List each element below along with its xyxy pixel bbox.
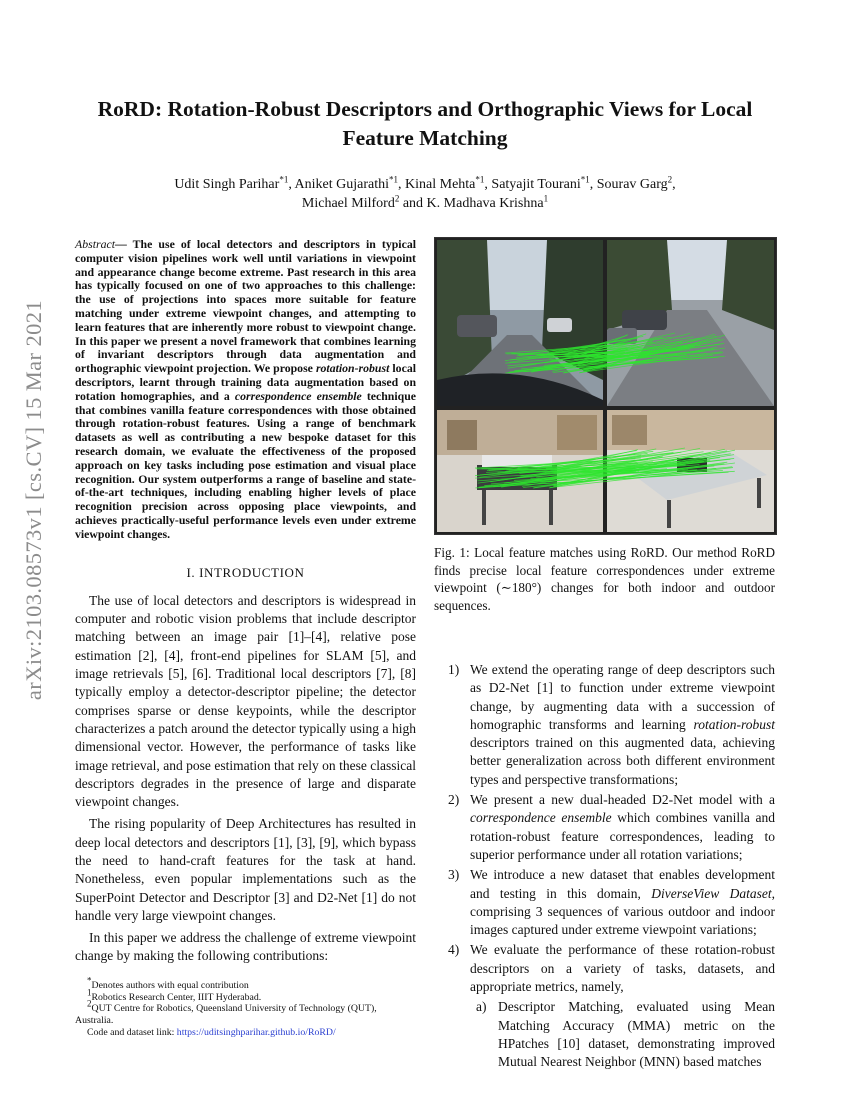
contribution-text: which combines vanilla and rotation-robust feature correspondences, leading to superior performance under all rotation variations; bbox=[470, 810, 775, 862]
code-link[interactable]: https://uditsinghparihar.github.io/RoRD/ bbox=[176, 1026, 336, 1038]
author-affiliation-mark: *1 bbox=[475, 174, 485, 185]
subitem-text: Descriptor Matching, evaluated using Mean Matching Accuracy (MMA) metric on the HPatches [10] dataset, demonstrating improved Mutual Nearest Neighbor (MNN) based matches bbox=[498, 999, 775, 1070]
author-name: Udit Singh Parihar bbox=[174, 177, 280, 192]
footnote-code: Code and dataset link: https://uditsinghparihar.github.io/RoRD/ bbox=[87, 1026, 336, 1038]
section-heading-introduction: I. INTRODUCTION bbox=[186, 564, 305, 580]
contribution-item bbox=[434, 661, 775, 789]
subitem-list bbox=[434, 998, 775, 1071]
abstract-text: — The use of local detectors and descriptors in typical computer vision pipelines work well until variations in viewpoint and appearance change become extreme. Past research in this area has typically focused on one of two approaches to this challenge: the use of projections into spaces more suitable for feature matching under extreme viewpoint changes, and attempting to learn features that are inherently more robust to viewpoint change. In this paper we present a novel framework that combines learning of invariant descriptors through data augmentation and orthographic viewpoint projection. We propose bbox=[75, 237, 416, 376]
abstract-text: local descriptors, learnt through training data augmentation based on rotation homographies, and a bbox=[75, 361, 416, 403]
contribution-text: , comprising 3 sequences of various outdoor and indoor images captured under extreme viewpoint variations; bbox=[470, 885, 775, 938]
abstract-text: technique that combines vanilla feature correspondences with those obtained through rotation-robust features. Using a range of benchmark datasets as well as contributing a new bespoke dataset for this research domain, we evaluate the effectiveness of the proposed approach on key tasks including pose estimation and visual place recognition. Our system outperforms a range of baseline and state-of-the-art techniques, including enabling higher levels of place recognition precision across opposing place viewpoints, and achieves practically-useful performance levels even under extreme viewpoint changes. bbox=[75, 388, 416, 541]
author-list: Udit Singh Parihar$^{*1}$, Aniket Gujarathi$^{*1}$, Kinal Mehta$^{*1}$, Satyajit Tourani$^{*1}$, Sourav Garg$^2$, Michael Milford$^2$ and K. Madhava Krishna$^1$ bbox=[174, 174, 676, 211]
contribution-emphasis: correspondence ensemble bbox=[470, 810, 612, 826]
author-affiliation-mark: 2 bbox=[394, 193, 400, 204]
contribution-text: We evaluate the performance of these rotation-robust descriptors on a variety of tasks, datasets, and appropriate metrics, namely, bbox=[470, 942, 775, 995]
footnote-affiliation-2: $^2$QUT Centre for Robotics, Queensland University of Technology (QUT), Australia. bbox=[75, 999, 377, 1027]
author-affiliation-mark: 1 bbox=[543, 193, 549, 204]
contribution-text: We extend the operating range of deep descriptors such as D2-Net [1] to function under extreme viewpoint change, by augmenting data with a succession of homographic transforms and learning bbox=[470, 662, 775, 732]
author-affiliation-mark: *1 bbox=[389, 174, 399, 185]
abstract-emphasis: rotation-robust bbox=[315, 361, 390, 376]
subitem-number: a) bbox=[476, 999, 487, 1015]
intro-paragraph-1: The use of local detectors and descriptors is widespread in computer and robotic vision problems that include descriptor matching between an image pair [1]–[4], relative pose estimation [2], [4], front-end pipelines for SLAM [5], and image retrievals [5], [6]. Traditional local descriptors [7], [8] typically employ a detector-descriptor pipeline; the detector comprises sparse or dense keypoints, while the descriptor characterizes a patch around the detector typically using a high dimensional vector. However, the performance of tasks like image retrieval, and pose estimation that rely on these classical descriptors degrades in the presence of large and disparate viewpoint changes. bbox=[75, 592, 416, 810]
contribution-number: 4) bbox=[448, 942, 460, 958]
left-column bbox=[75, 238, 416, 1039]
arxiv-identifier bbox=[14, 290, 54, 710]
author-name: Aniket Gujarathi bbox=[294, 177, 390, 192]
author-affiliation-mark: *1 bbox=[279, 174, 289, 185]
contribution-text: We present a new dual-headed D2-Net model with a bbox=[470, 792, 775, 808]
author-name: Michael Milford bbox=[301, 196, 395, 211]
author-name: K. Madhava Krishna bbox=[426, 196, 544, 211]
contribution-text: We introduce a new dataset that enables development and testing in this domain, bbox=[470, 867, 775, 901]
author-name: Kinal Mehta bbox=[405, 177, 476, 192]
abstract bbox=[75, 238, 416, 542]
arxiv-id-text: arXiv:2103.08573v1 [cs.CV] 15 Mar 2021 bbox=[21, 299, 46, 701]
footnote-equal: *Denotes authors with equal contribution bbox=[87, 975, 249, 991]
contribution-item bbox=[434, 941, 775, 996]
contribution-list bbox=[434, 661, 775, 996]
footnote-affiliation-1: $^1$Robotics Research Center, IIIT Hyderabad. bbox=[87, 987, 262, 1003]
intro-paragraph-2: The rising popularity of Deep Architectures has resulted in deep local detectors and descriptors [1], [3], [9], which bypass the need to hand-craft features for the task at hand. Nonetheless, even popular implementations such as the SuperPoint Detector and Descriptor [3] and D2-Net [1] do not handle very large viewpoint changes. bbox=[75, 816, 416, 923]
figure-1 bbox=[434, 237, 777, 535]
contribution-text: descriptors trained on this augmented data, achieving better generalization across both different environment types and perspective transformations; bbox=[470, 735, 775, 787]
contribution-number: 1) bbox=[448, 662, 460, 677]
figure-caption: Fig. 1: Local feature matches using RoRD. Our method RoRD finds precise local feature correspondences under extreme viewpoint (∼180°) changes for both indoor and outdoor sequences. bbox=[434, 545, 775, 613]
paper-title: RoRD: Rotation-Robust Descriptors and Orthographic Views for Local Feature Matching bbox=[97, 97, 753, 150]
feature-match-lines bbox=[435, 238, 776, 534]
subitem bbox=[434, 998, 775, 1071]
contribution-number: 3) bbox=[448, 867, 460, 883]
right-column bbox=[434, 237, 775, 1072]
author-name: Satyajit Tourani bbox=[491, 177, 581, 192]
author-affiliation-mark: 2 bbox=[667, 174, 673, 185]
footnotes bbox=[75, 975, 416, 1039]
intro-paragraph-3: In this paper we address the challenge of extreme viewpoint change by making the following contributions: bbox=[75, 930, 416, 964]
contribution-emphasis: DiverseView Dataset bbox=[651, 885, 772, 901]
abstract-label: Abstract bbox=[75, 237, 115, 251]
author-name: Sourav Garg bbox=[596, 177, 668, 192]
contribution-item bbox=[434, 866, 775, 939]
abstract-emphasis: correspondence ensemble bbox=[234, 388, 362, 403]
contribution-item bbox=[434, 791, 775, 864]
author-affiliation-mark: *1 bbox=[580, 174, 590, 185]
contribution-number: 2) bbox=[448, 792, 460, 808]
contribution-emphasis: rotation-robust bbox=[693, 716, 775, 732]
